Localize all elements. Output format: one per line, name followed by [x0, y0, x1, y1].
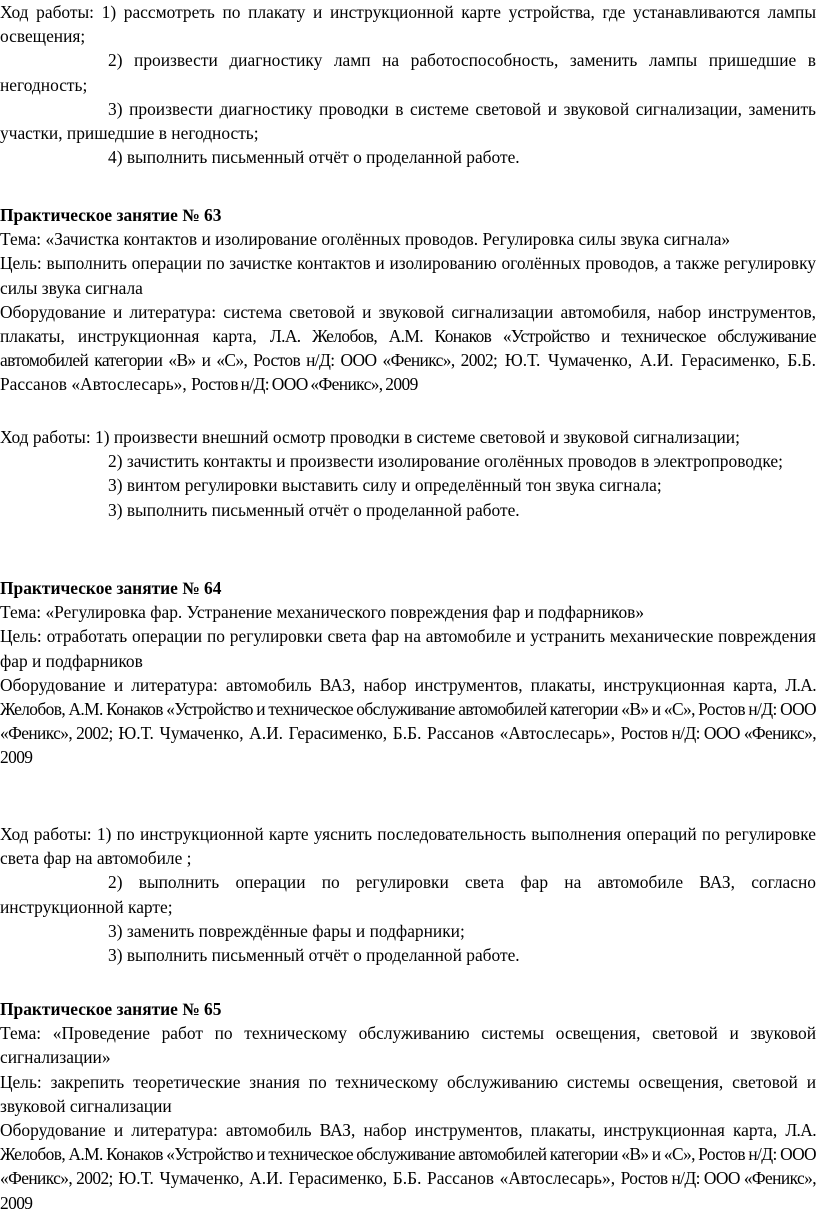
lesson-topic: Тема: «Проведение работ по техническому обслуживанию системы освещения, световой и звуковой сигнализации» — [0, 1023, 816, 1068]
work-step: 2) зачистить контакты и произвести изолирование оголённых проводов в электропроводке; — [108, 451, 783, 472]
lesson-equipment — [0, 300, 816, 397]
lesson-title: Практическое занятие № 63 — [0, 205, 222, 225]
work-step: 3) произвести диагностику проводки в системе световой и звуковой сигнализации, заменить участки, пришедшие в негодность; — [0, 98, 816, 144]
literature-ref: Л.А. Желобов, А.М. Конаков «Устройство и техническое обслуживание автомобилей категории «В» и «С», Ростов н/Д: ООО «Феникс», 2002; — [0, 1120, 816, 1189]
lesson-topic: Тема: «Регулировка фар. Устранение механического повреждения фар и подфарников» — [0, 602, 645, 623]
equipment-list: Оборудование и литература: система световой и звуковой сигнализации автомобиля, набор инструментов, плакаты, инструкционная карта, — [0, 301, 816, 347]
lesson-title: Практическое занятие № 64 — [0, 578, 222, 598]
lesson-title: Практическое занятие № 65 — [0, 999, 222, 1019]
lesson-goal: Цель: отработать операции по регулировки света фар на автомобиле и устранить механические повреждения фар и подфарников — [0, 626, 816, 671]
work-step: Ход работы: 1) рассмотреть по плакату и инструкционной карте устройства, где устанавливаются лампы освещения; — [0, 2, 816, 47]
literature-ref: Ю.Т. Чумаченко, А.И. Герасименко, Б.Б. Рассанов «Автослесарь», — [118, 723, 616, 744]
literature-ref: Ростов н/Д: ООО «Феникс», 2009 — [191, 374, 418, 395]
work-step: Ход работы: 1) по инструкционной карте уяснить последовательность выполнения операций по регулировке света фар на автомобиле ; — [0, 824, 816, 869]
work-step: 3) выполнить письменный отчёт о проделанной работе. — [108, 945, 520, 966]
literature-ref: Ю.Т. Чумаченко, А.И. Герасименко, Б.Б. Рассанов «Автослесарь», — [0, 350, 816, 395]
work-steps-64 — [0, 822, 816, 967]
work-step: 4) выполнить письменный отчёт о проделанной работе. — [108, 147, 520, 168]
lesson-65 — [0, 997, 816, 1215]
lesson-equipment — [0, 1118, 816, 1215]
work-step: 3) выполнить письменный отчёт о проделанной работе. — [108, 499, 520, 520]
work-step: 3) винтом регулировки выставить силу и определённый тон звука сигнала; — [108, 475, 662, 496]
literature-ref: Л.А. Желобов, А.М. Конаков «Устройство и техническое обслуживание автомобилей категории «В» и «С», Ростов н/Д: ООО «Феникс», 2002; — [0, 674, 816, 744]
lesson-63 — [0, 203, 816, 397]
work-step: 2) произвести диагностику ламп на работоспособность, заменить лампы пришедшие в негодность; — [0, 50, 816, 95]
equipment-list: Оборудование и литература: автомобиль ВАЗ, набор инструментов, плакаты, инструкционная карта, — [0, 674, 778, 695]
lesson-64 — [0, 576, 816, 770]
work-steps-previous — [0, 0, 816, 169]
equipment-list: Оборудование и литература: автомобиль ВАЗ, набор инструментов, плакаты, инструкционная карта, — [0, 1120, 778, 1141]
literature-ref: Ростов н/Д: ООО «Феникс», 2009 — [0, 1168, 816, 1213]
work-step: Ход работы: 1) произвести внешний осмотр проводки в системе световой и звуковой сигнализации; — [0, 427, 740, 447]
work-steps-63 — [0, 425, 816, 522]
lesson-equipment — [0, 673, 816, 770]
literature-ref: Л.А. Желобов, А.М. Конаков «Устройство и техническое обслуживание автомобилей категории «В» и «С», Ростов н/Д: ООО «Феникс», 2002; — [0, 326, 816, 371]
lesson-goal: Цель: выполнить операции по зачистке контактов и изолированию оголённых проводов, а также регулировку силы звука сигнала — [0, 253, 816, 298]
literature-ref: Ю.Т. Чумаченко, А.И. Герасименко, Б.Б. Рассанов «Автослесарь», — [118, 1168, 616, 1189]
work-step: 2) выполнить операции по регулировки света фар на автомобиле ВАЗ, согласно инструкционной карте; — [0, 872, 816, 917]
literature-ref: Ростов н/Д: ООО «Феникс», 2009 — [0, 723, 816, 768]
work-step: 3) заменить повреждённые фары и подфарники; — [108, 920, 465, 941]
lesson-goal: Цель: закрепить теоретические знания по техническому обслуживанию системы освещения, световой и звуковой сигнализации — [0, 1071, 816, 1116]
lesson-topic: Тема: «Зачистка контактов и изолирование оголённых проводов. Регулировка силы звука сигнала» — [0, 229, 731, 250]
